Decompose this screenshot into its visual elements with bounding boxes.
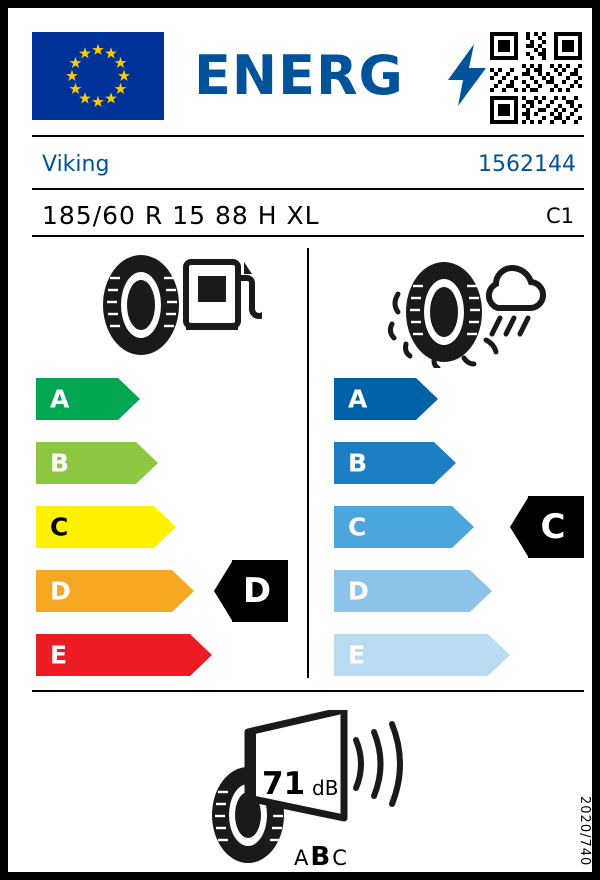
product-code: 1562144: [478, 152, 576, 177]
fuel-grade-d-letter: D: [50, 576, 71, 606]
fuel-grade-b-letter: B: [50, 448, 70, 478]
divider-vertical: [307, 248, 309, 678]
noise-class-row: [294, 842, 349, 872]
wet-grade-d-letter: D: [348, 576, 369, 606]
fuel-grade-e: [36, 634, 190, 676]
rain-cloud-icon: [489, 268, 543, 334]
eu-flag-stars: [32, 32, 164, 120]
wet-grade-d: [334, 570, 470, 612]
noise-unit: dB: [312, 776, 339, 800]
tyre-size: 185/60 R 15 88 H XL: [42, 201, 320, 230]
fuel-grade-c-letter: C: [50, 512, 69, 542]
wet-grade-b: [334, 442, 434, 484]
wet-grade-b-letter: B: [348, 448, 368, 478]
wet-grade-a-bar: [334, 378, 416, 420]
tyre-class: C1: [545, 204, 574, 228]
wet-grade-e: [334, 634, 488, 676]
divider-brand: [32, 188, 584, 190]
lightning-bolt-icon: [448, 44, 488, 106]
wet-grade-c: [334, 506, 452, 548]
noise-class-selected: B: [310, 842, 333, 872]
wet-grip-pictogram: [386, 248, 554, 372]
wet-grade-c-letter: C: [348, 512, 367, 542]
qr-code-icon: [490, 32, 582, 124]
fuel-grade-d: [36, 570, 172, 612]
eu-flag-icon: [32, 32, 164, 120]
sound-waves-icon: [356, 724, 400, 804]
page-title: ENERG: [194, 44, 404, 107]
regulation-reference: 2020/740: [577, 795, 592, 866]
wet-grade-a-letter: A: [348, 384, 368, 414]
fuel-pump-icon: [186, 262, 262, 330]
fuel-grade-c: [36, 506, 154, 548]
noise-class-c: C: [332, 846, 349, 870]
fuel-selected-grade: [214, 560, 288, 622]
wet-grade-a: [334, 378, 416, 420]
fuel-grade-a-bar: [36, 378, 118, 420]
fuel-grade-e-letter: E: [50, 640, 68, 670]
divider-size: [32, 235, 584, 237]
tyre-splash-icon: [390, 262, 496, 368]
fuel-grade-b: [36, 442, 136, 484]
wet-selected-grade-letter: C: [540, 507, 566, 547]
wet-selected-grade: [510, 496, 584, 558]
brand-name: Viking: [42, 152, 110, 177]
fuel-efficiency-pictogram: [94, 248, 262, 362]
fuel-grade-a: [36, 378, 118, 420]
noise-value: 71: [262, 766, 306, 802]
noise-class-a: A: [294, 846, 311, 870]
divider-noise: [32, 690, 584, 692]
wet-grade-e-letter: E: [348, 640, 366, 670]
label-inner: [16, 16, 600, 880]
fuel-selected-grade-letter: D: [242, 571, 272, 611]
divider-header: [32, 135, 584, 137]
tyre-icon: [103, 255, 179, 355]
fuel-grade-a-letter: A: [50, 384, 70, 414]
